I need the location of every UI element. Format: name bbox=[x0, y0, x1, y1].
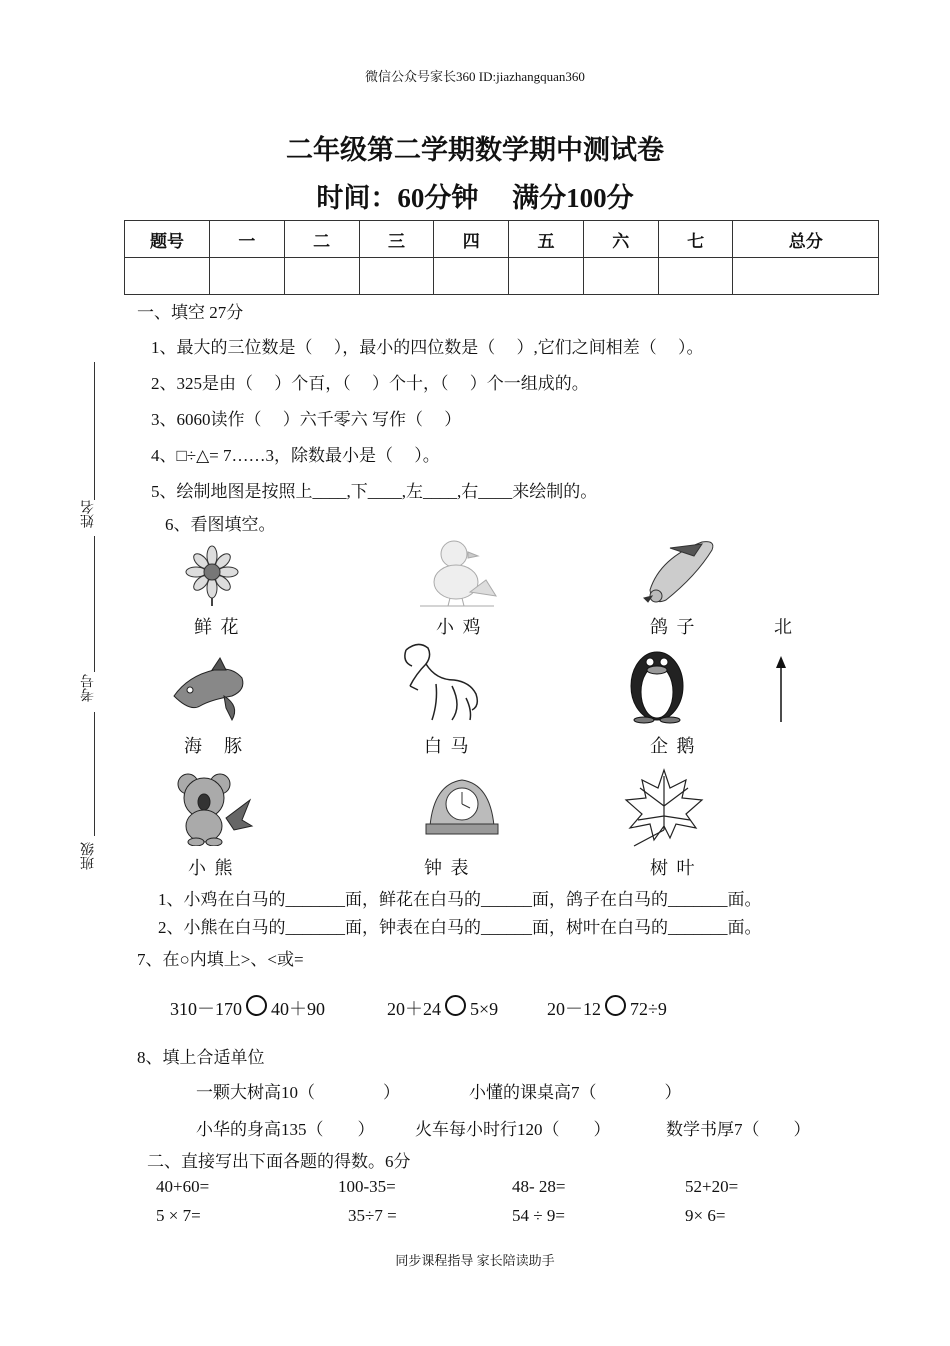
score-entry-cell[interactable] bbox=[733, 258, 879, 295]
score-header-cell: 五 bbox=[509, 221, 584, 258]
name-label: 姓名 bbox=[81, 500, 96, 528]
score-entry-cell[interactable] bbox=[284, 258, 359, 295]
score-table-entry-row bbox=[125, 258, 879, 295]
question-6-sub2: 2、小熊在白马的_______面，钟表在白马的______面，树叶在白马的_______面。 bbox=[158, 918, 762, 937]
score-entry-cell[interactable] bbox=[434, 258, 509, 295]
compare-right: 5×9 bbox=[470, 999, 499, 1019]
calc-item: 35÷7 = bbox=[348, 1206, 397, 1225]
unit-item: 一颗大树高10（ ） bbox=[196, 1083, 400, 1102]
penguin-icon bbox=[622, 640, 692, 724]
compare-right: 72÷9 bbox=[630, 999, 667, 1019]
score-entry-cell[interactable] bbox=[509, 258, 584, 295]
score-header-cell: 二 bbox=[284, 221, 359, 258]
page-header: 微信公众号家长360 ID:jiazhangquan360 bbox=[365, 69, 585, 84]
class-line[interactable] bbox=[94, 712, 95, 836]
score-header-cell: 三 bbox=[359, 221, 434, 258]
question-6: 6、看图填空。 bbox=[165, 515, 276, 534]
unit-item: 小懂的课桌高7（ ） bbox=[469, 1083, 682, 1102]
page-subtitle: 时间：60分钟 满分100分 bbox=[316, 183, 634, 213]
flower-icon bbox=[180, 544, 244, 608]
pigeon-icon bbox=[640, 536, 720, 608]
picture-label-bear: 小 熊 bbox=[188, 858, 235, 878]
calc-item: 40+60= bbox=[156, 1177, 210, 1196]
score-header-cell: 六 bbox=[583, 221, 658, 258]
compare-right: 40＋90 bbox=[271, 999, 325, 1019]
horse-icon bbox=[396, 640, 486, 724]
compare-item bbox=[170, 995, 325, 1021]
compare-item bbox=[547, 995, 667, 1021]
picture-label-dolphin: 海 豚 bbox=[184, 736, 244, 756]
question-7: 7、在○内填上>、<或= bbox=[137, 950, 304, 969]
question-5: 5、绘制地图是按照上____,下____,左____,右____来绘制的。 bbox=[151, 482, 598, 501]
north-arrow-icon bbox=[772, 656, 790, 724]
picture-label-clock: 钟 表 bbox=[424, 858, 471, 878]
name-line[interactable] bbox=[94, 362, 95, 500]
north-label: 北 bbox=[774, 617, 794, 637]
score-entry-cell[interactable] bbox=[210, 258, 285, 295]
page-footer: 同步课程指导 家长陪读助手 bbox=[395, 1253, 555, 1268]
dolphin-icon bbox=[170, 656, 250, 724]
compare-left: 310－170 bbox=[170, 999, 242, 1019]
score-header-cell: 七 bbox=[658, 221, 733, 258]
calc-item: 9× 6= bbox=[685, 1206, 726, 1225]
unit-item: 火车每小时行120（ ） bbox=[415, 1120, 611, 1139]
page-title: 二年级第二学期数学期中测试卷 bbox=[286, 135, 664, 165]
section2-title: 二、直接写出下面各题的得数。6分 bbox=[147, 1152, 411, 1171]
question-4: 4、□÷△= 7……3，除数最小是（ ）。 bbox=[151, 446, 440, 465]
question-2: 2、325是由（ ）个百，（ ）个十，（ ）个一组成的。 bbox=[151, 374, 589, 393]
score-header-cell: 总分 bbox=[733, 221, 879, 258]
bear-icon bbox=[172, 770, 254, 846]
score-table-header-row bbox=[125, 221, 879, 258]
picture-label-leaf: 树 叶 bbox=[650, 858, 697, 878]
section1-title: 一、填空 27分 bbox=[137, 303, 244, 322]
picture-label-penguin: 企 鹅 bbox=[650, 736, 697, 756]
calc-item: 48- 28= bbox=[512, 1177, 566, 1196]
picture-label-flower: 鲜 花 bbox=[194, 617, 241, 637]
calc-item: 52+20= bbox=[685, 1177, 739, 1196]
score-entry-cell[interactable] bbox=[125, 258, 210, 295]
picture-label-chick: 小 鸡 bbox=[436, 617, 483, 637]
calc-item: 100-35= bbox=[338, 1177, 396, 1196]
unit-item: 小华的身高135（ ） bbox=[196, 1120, 375, 1139]
question-8: 8、填上合适单位 bbox=[137, 1048, 265, 1067]
score-table bbox=[124, 220, 879, 295]
picture-label-horse: 白 马 bbox=[424, 736, 471, 756]
question-6-sub1: 1、小鸡在白马的_______面，鲜花在白马的______面，鸽子在白马的_______面。 bbox=[158, 890, 762, 909]
score-entry-cell[interactable] bbox=[359, 258, 434, 295]
calc-item: 5 × 7= bbox=[156, 1206, 201, 1225]
unit-item: 数学书厚7（ ） bbox=[666, 1120, 811, 1139]
compare-left: 20＋24 bbox=[387, 999, 441, 1019]
leaf-icon bbox=[624, 766, 706, 848]
picture-label-pigeon: 鸽 子 bbox=[650, 617, 697, 637]
score-entry-cell[interactable] bbox=[583, 258, 658, 295]
class-label: 班级 bbox=[81, 842, 96, 870]
score-header-cell: 四 bbox=[434, 221, 509, 258]
compare-circle[interactable] bbox=[246, 995, 267, 1016]
chick-icon bbox=[414, 536, 502, 608]
question-1: 1、最大的三位数是（ ），最小的四位数是（ ）,它们之间相差（ ）。 bbox=[151, 338, 704, 357]
score-header-cell: 一 bbox=[210, 221, 285, 258]
calc-item: 54 ÷ 9= bbox=[512, 1206, 565, 1225]
compare-left: 20－12 bbox=[547, 999, 601, 1019]
compare-item bbox=[387, 995, 498, 1021]
question-3: 3、6060读作（ ）六千零六 写作（ ） bbox=[151, 410, 462, 429]
compare-circle[interactable] bbox=[605, 995, 626, 1016]
number-label: 考号 bbox=[81, 674, 96, 702]
score-header-cell: 题号 bbox=[125, 221, 210, 258]
score-entry-cell[interactable] bbox=[658, 258, 733, 295]
number-line[interactable] bbox=[94, 536, 95, 672]
clock-icon bbox=[424, 774, 500, 836]
compare-circle[interactable] bbox=[445, 995, 466, 1016]
